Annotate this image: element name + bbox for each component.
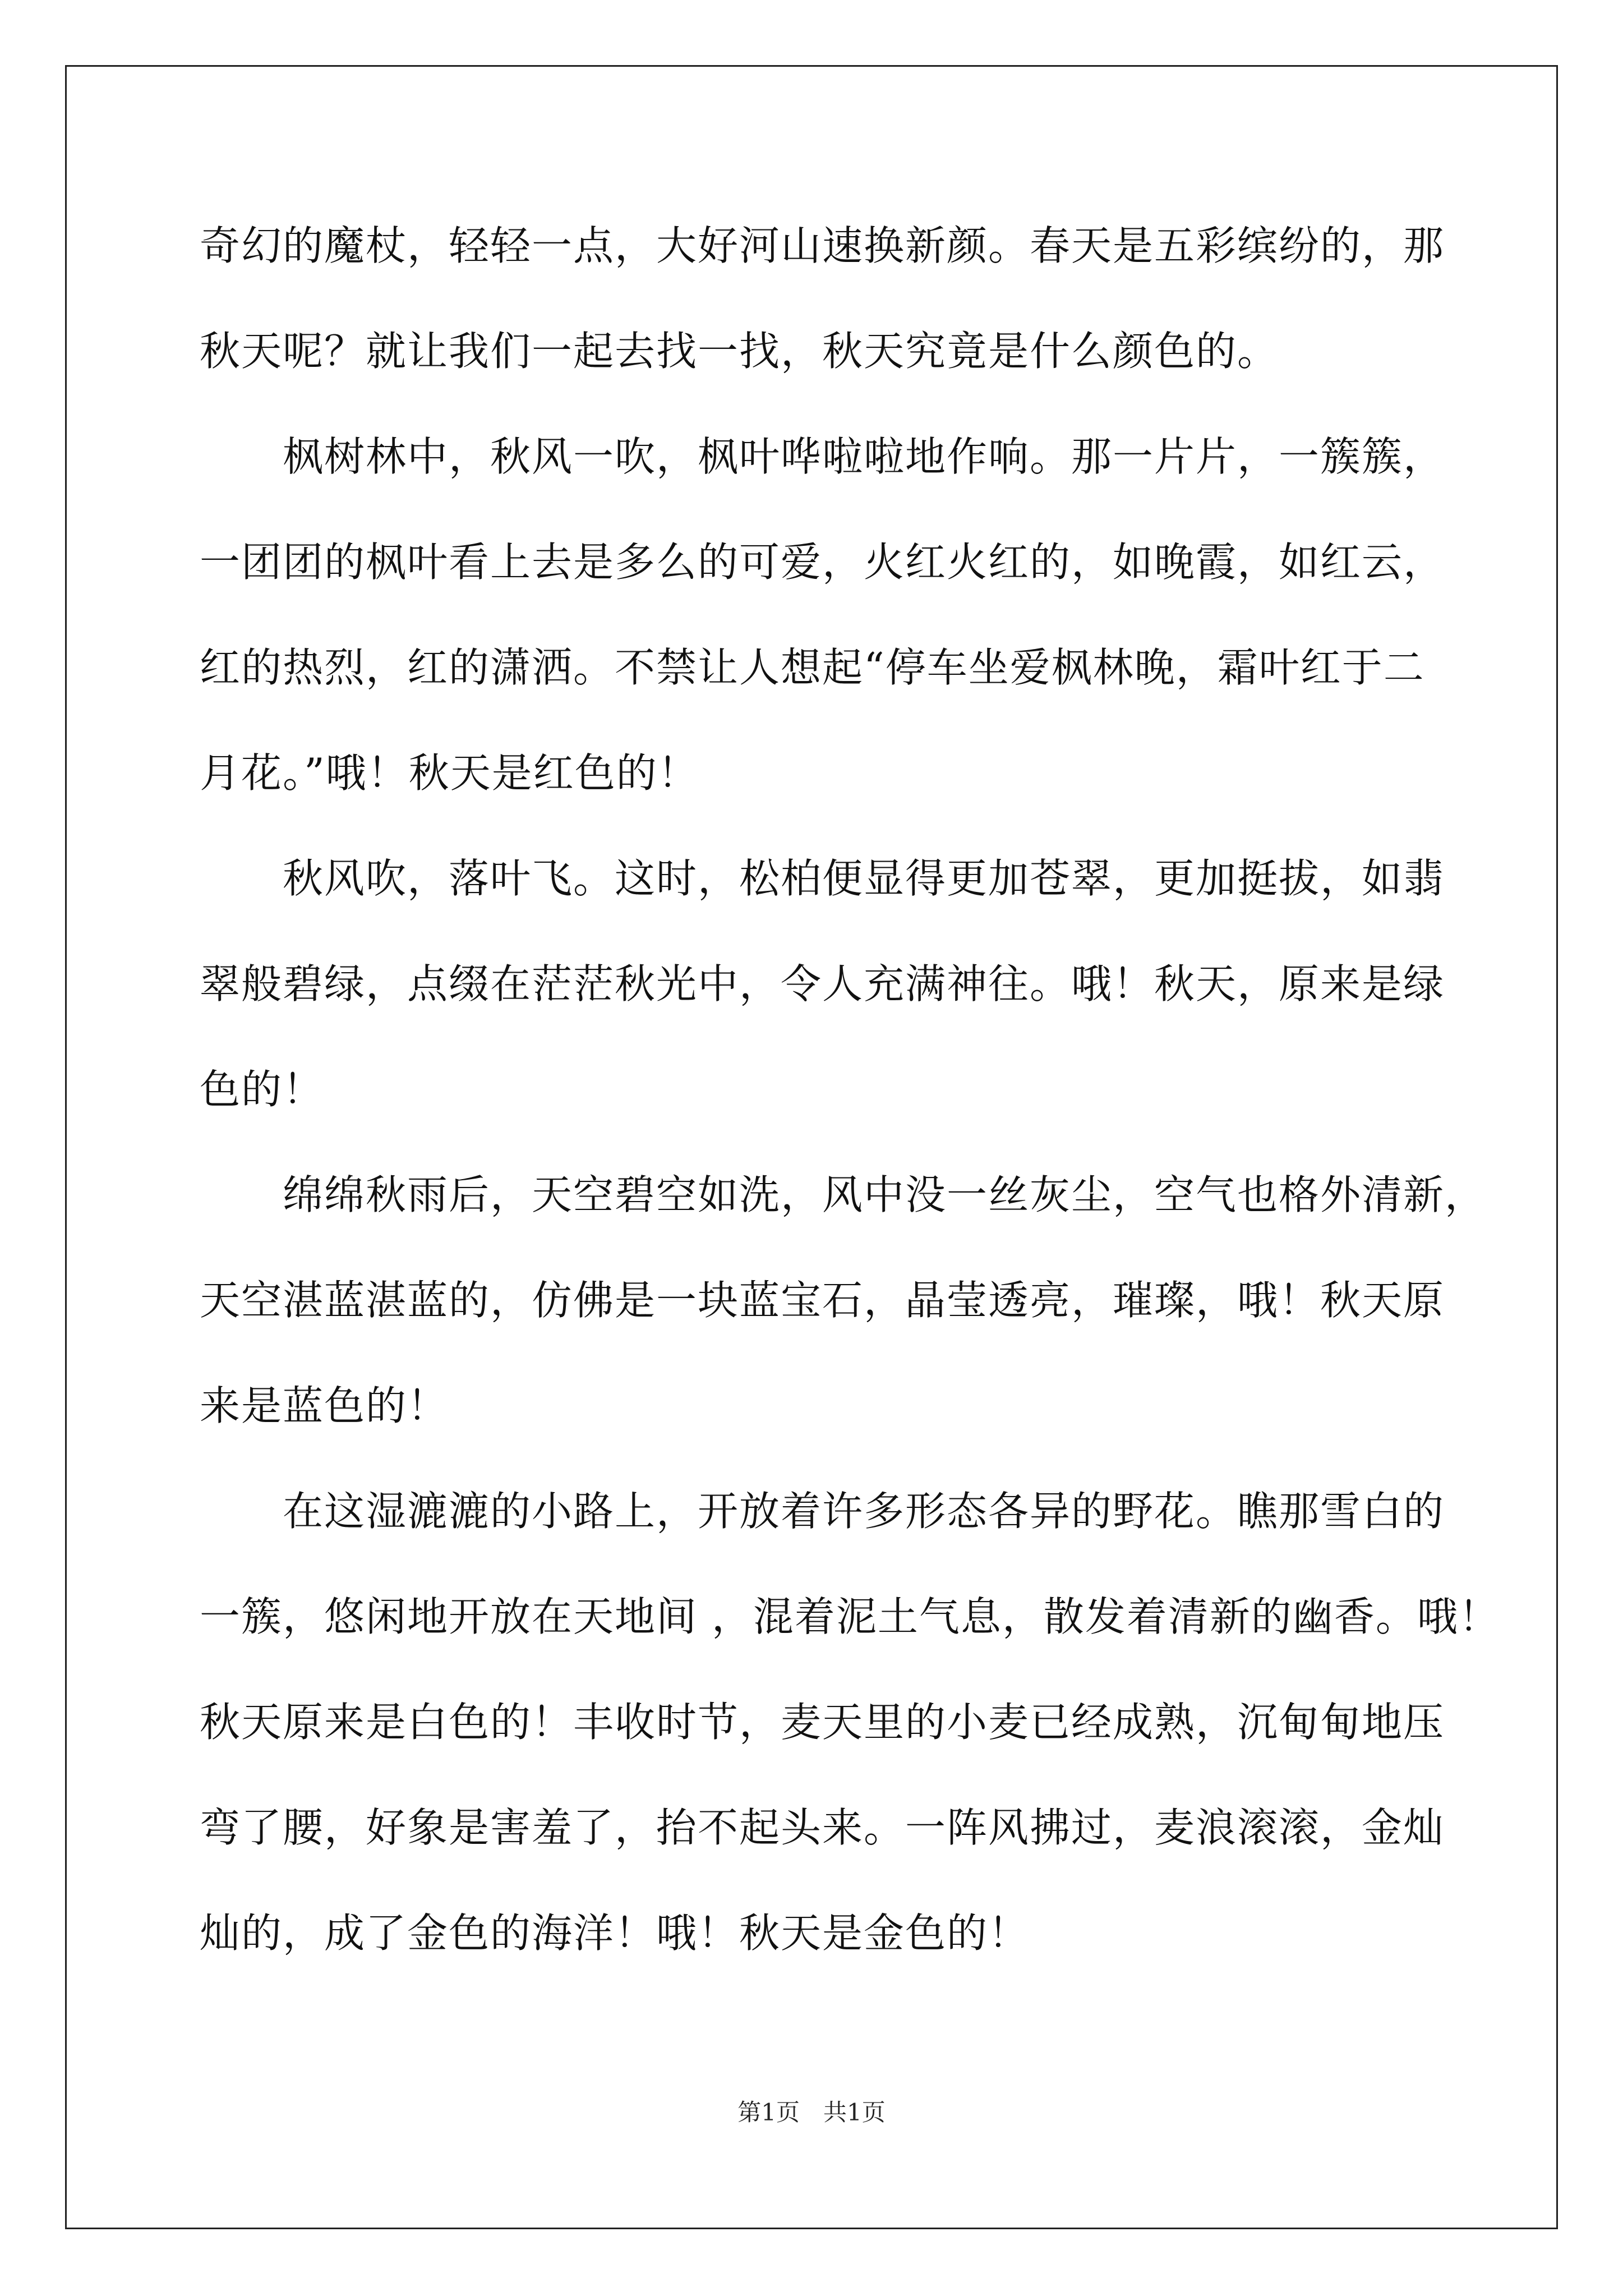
text-line: 灿的，成了金色的海洋！哦！秋天是金色的！ [200, 1910, 1030, 1957]
page-footer: 第1页 共1页 [737, 2099, 886, 2126]
text-line: 翠般碧绿，点缀在茫茫秋光中，令人充满神往。哦！秋天，原来是绿 [200, 960, 1445, 1007]
text-line: 月花。”哦！秋天是红色的！ [200, 749, 699, 797]
text-line: 天空湛蓝湛蓝的，仿佛是一块蓝宝石，晶莹透亮，璀璨，哦！秋天原 [200, 1277, 1445, 1324]
text-line: 秋天呢？就让我们一起去找一找，秋天究竟是什么颜色的。 [200, 328, 1279, 375]
text-line: 绵绵秋雨后，天空碧空如洗，风中没一丝灰尘，空气也格外清新， [283, 1171, 1487, 1218]
text-line: 一团团的枫叶看上去是多么的可爱，火红火红的，如晚霞，如红云， [200, 539, 1445, 586]
text-line: 色的！ [200, 1066, 325, 1113]
text-line: 枫树林中，秋风一吹，枫叶哗啦啦地作响。那一片片，一簇簇， [283, 433, 1445, 480]
text-line: 秋天原来是白色的！丰收时节，麦天里的小麦已经成熟，沉甸甸地压 [200, 1699, 1445, 1746]
text-line: 来是蓝色的！ [200, 1382, 449, 1429]
text-line: 在这湿漉漉的小路上，开放着许多形态各异的野花。瞧那雪白的 [283, 1488, 1445, 1535]
text-line: 一簇，悠闲地开放在天地间 ，混着泥土气息，散发着清新的幽香。哦！ [200, 1593, 1500, 1640]
text-line: 秋风吹，落叶飞。这时，松柏便显得更加苍翠，更加挺拔，如翡 [283, 855, 1445, 902]
text-line: 弯了腰，好象是害羞了，抬不起头来。一阵风拂过，麦浪滚滚，金灿 [200, 1804, 1445, 1851]
page-frame [65, 65, 1558, 2229]
text-line: 红的热烈，红的潇洒。不禁让人想起“停车坐爱枫林晚，霜叶红于二 [200, 644, 1425, 691]
text-line: 奇幻的魔杖，轻轻一点，大好河山速换新颜。春天是五彩缤纷的，那 [200, 222, 1445, 269]
